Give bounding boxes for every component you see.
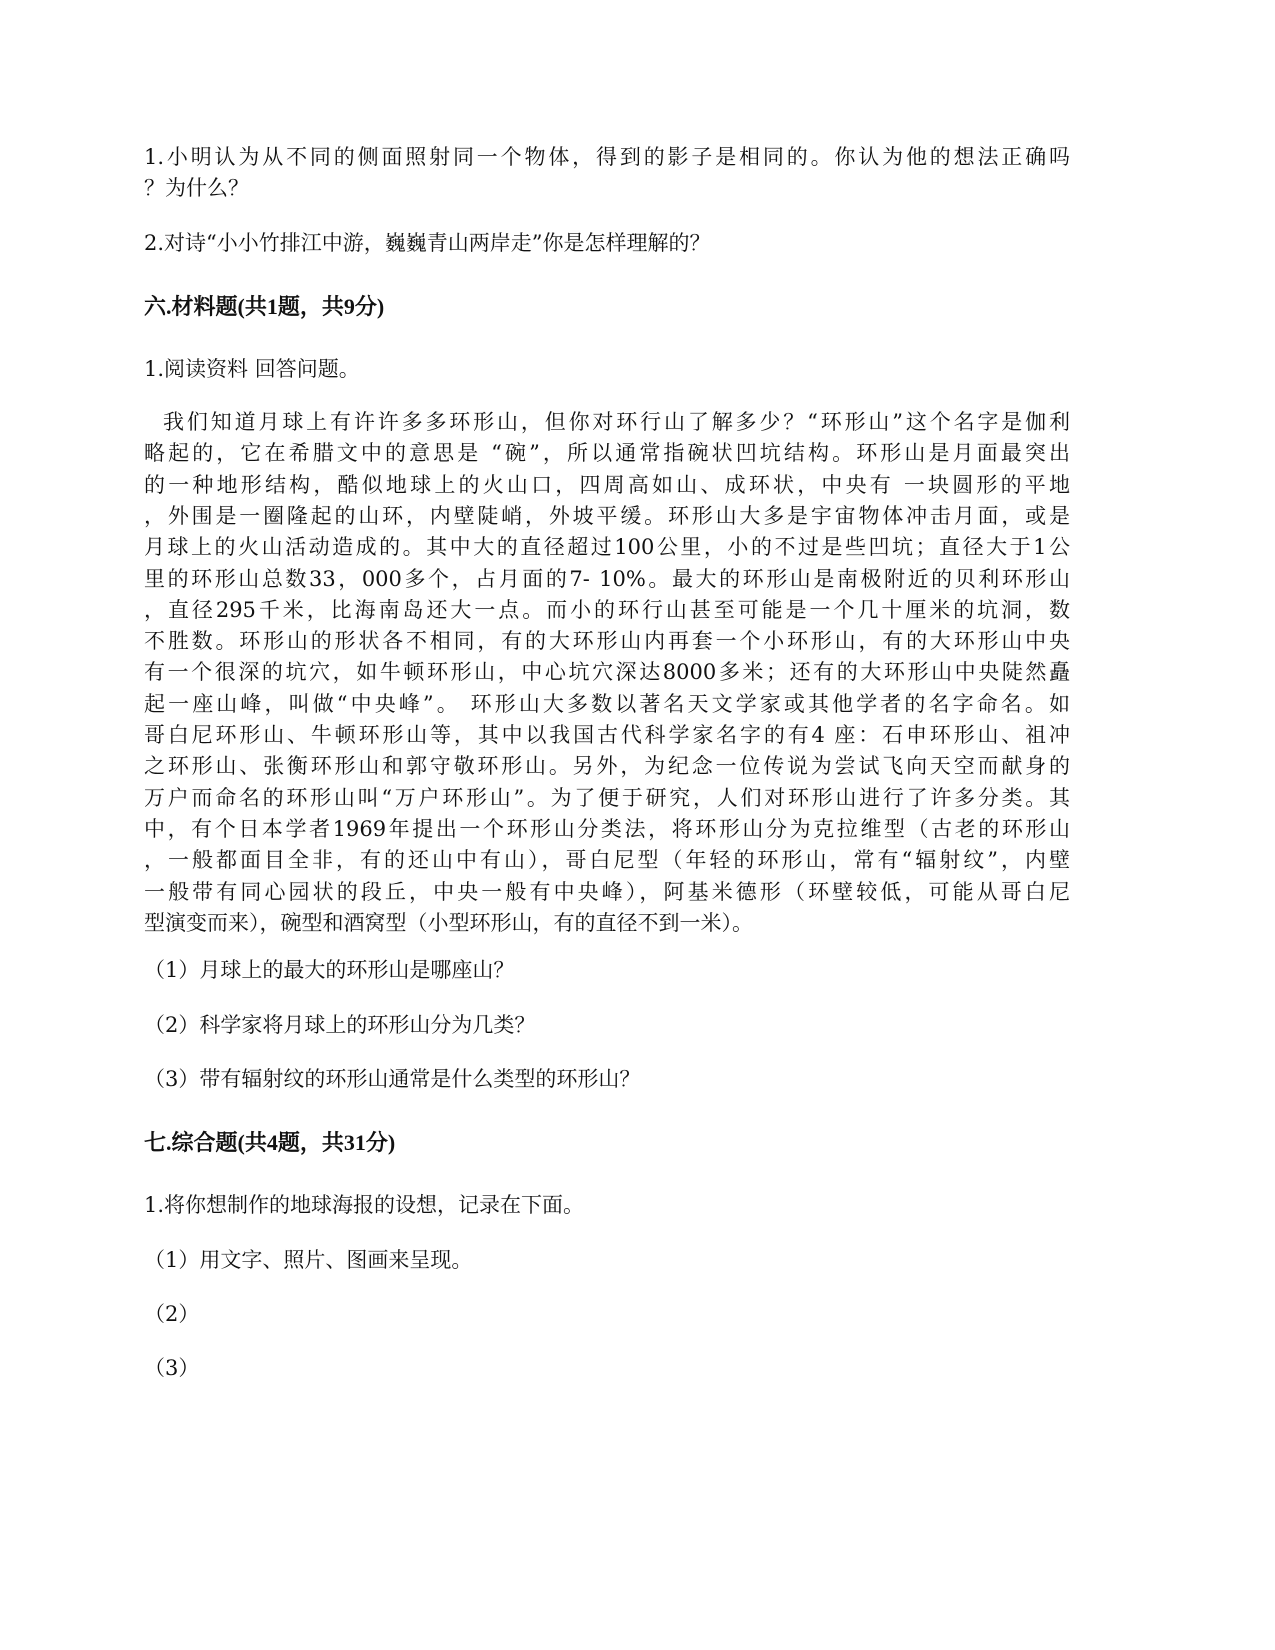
passage-line: 之环形山、张衡环形山和郭守敬环形山。另外，为纪念一位传说为尝试飞向天空而献身的 (144, 754, 1070, 779)
passage-line: 中，有个日本学者1969年提出一个环形山分类法，将环形山分为克拉维型（古老的环形山 (144, 816, 1070, 841)
passage-line: 起一座山峰，叫做“中央峰”。 环形山大多数以著名天文学家或其他学者的名字命名。如 (144, 691, 1070, 716)
passage-line: ，直径295千米，比海南岛还大一点。而小的环行山甚至可能是一个几十厘米的坑洞，数 (144, 597, 1070, 622)
sub-item-2: （2） (144, 1302, 200, 1326)
passage-line: 有一个很深的坑穴，如牛顿环形山，中心坑穴深达8000多米；还有的大环形山中央陡然矗 (144, 660, 1070, 685)
passage-line: 不胜数。环形山的形状各不相同，有的大环形山内再套一个小环形山，有的大环形山中央 (144, 629, 1070, 654)
question-5-1-line-1: 1.小明认为从不同的侧面照射同一个物体，得到的影子是相同的。你认为他的想法正确吗 (144, 145, 1070, 169)
passage-line: 型演变而来），碗型和酒窝型（小型环形山，有的直径不到一米）。 (144, 910, 753, 935)
passage-line: 里的环形山总数33，000多个，占月面的7- 10%。最大的环形山是南极附近的贝利环形山 (144, 566, 1070, 591)
passage-line: 哥白尼环形山、牛顿环形山等，其中以我国古代科学家名字的有4 座：石申环形山、祖冲 (144, 723, 1070, 747)
sub-item-3: （3） (144, 1356, 200, 1380)
passage-line: 略起的，它在希腊文中的意思是 “碗”，所以通常指碗状凹坑结构。环形山是月面最突出 (144, 441, 1070, 466)
section-7-question-1: 1.将你想制作的地球海报的设想，记录在下面。 (144, 1193, 585, 1217)
question-5-1-line-2: ？为什么？ (144, 176, 249, 200)
section-7-heading: 七.综合题(共4题，共31分) (144, 1130, 396, 1155)
passage-line: 我们知道月球上有许许多多环形山，但你对环行山了解多少？“环形山”这个名字是伽利 (144, 410, 1070, 434)
sub-question-3: （3）带有辐射纹的环形山通常是什么类型的环形山？ (144, 1067, 641, 1091)
passage-line: 万户而命名的环形山叫“万户环形山”。为了便于研究，人们对环形山进行了许多分类。其 (144, 785, 1070, 810)
section-6-question-1: 1.阅读资料 回答问题。 (144, 357, 360, 381)
section-6-heading: 六.材料题(共1题，共9分) (144, 294, 385, 319)
passage-line: ，一般都面目全非，有的还山中有山），哥白尼型（年轻的环形山，常有“辐射纹”，内壁 (144, 848, 1070, 873)
passage-line: 的一种地形结构，酷似地球上的火山口，四周高如山、成环状，中央有 一块圆形的平地 (144, 472, 1070, 497)
passage-line: 月球上的火山活动造成的。其中大的直径超过100公里，小的不过是些凹坑；直径大于1公 (144, 535, 1070, 560)
question-5-2: 2.对诗“小小竹排江中游，巍巍青山两岸走”你是怎样理解的？ (144, 231, 711, 255)
sub-question-2: （2）科学家将月球上的环形山分为几类？ (144, 1013, 536, 1037)
passage-line: ，外围是一圈隆起的山环，内壁陡峭，外坡平缓。环形山大多是宇宙物体冲击月面，或是 (144, 503, 1070, 528)
passage-line: 一般带有同心园状的段丘，中央一般有中央峰），阿基米德形（环壁较低，可能从哥白尼 (144, 879, 1070, 904)
sub-question-1: （1）月球上的最大的环形山是哪座山？ (144, 958, 515, 982)
sub-item-1: （1）用文字、照片、图画来呈现。 (144, 1248, 473, 1272)
